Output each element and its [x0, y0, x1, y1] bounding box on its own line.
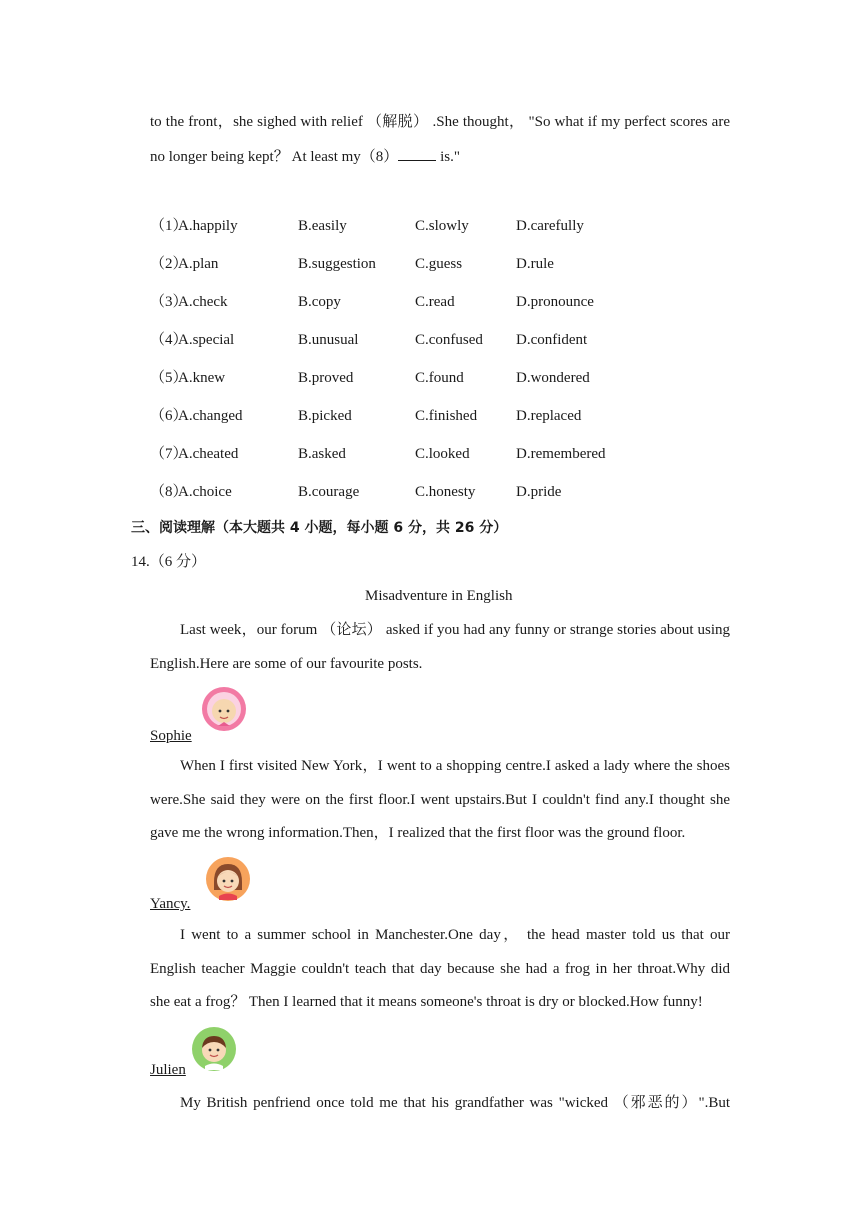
option-d: D.pride [516, 484, 562, 500]
question-label: 14.（6 分） [131, 554, 207, 570]
passage-text: no longer being kept？ At least my（8） [150, 149, 399, 165]
option-b: B.asked [298, 446, 346, 462]
option-a: A.choice [178, 484, 232, 500]
option-a: A.knew [178, 370, 226, 386]
option-number: （6） [150, 408, 188, 424]
option-c: C.read [415, 294, 455, 310]
girl-pink-hood-icon [201, 686, 247, 732]
option-b: B.copy [298, 294, 341, 310]
option-b: B.proved [298, 370, 354, 386]
option-a: A.changed [178, 408, 243, 424]
option-a: A.special [178, 332, 235, 348]
option-d: D.pronounce [516, 294, 594, 310]
poster-name-yancy: Yancy. [150, 896, 191, 912]
option-d: D.remembered [516, 446, 606, 462]
option-number: （2） [150, 256, 188, 272]
post-line: When I first visited New York，I went to a shopping centre.I asked a lady where the shoes [180, 758, 730, 774]
option-number: （7） [150, 446, 188, 462]
option-c: C.slowly [415, 218, 469, 234]
post-line: English teacher Maggie couldn't teach that day because she had a frog in her throat.Why did [150, 961, 730, 977]
passage-line: Last week，our forum （论坛） asked if you had any funny or strange stories about using [180, 622, 730, 638]
option-c: C.guess [415, 256, 463, 272]
boy-green-circle-icon [191, 1026, 237, 1072]
passage-title: Misadventure in English [365, 588, 513, 604]
passage-text: is." [436, 149, 460, 165]
option-b: B.suggestion [298, 256, 376, 272]
option-a: A.happily [178, 218, 238, 234]
option-d: D.carefully [516, 218, 584, 234]
passage-line: English.Here are some of our favourite posts. [150, 656, 423, 672]
poster-name-julien: Julien [150, 1062, 186, 1078]
option-number: （5） [150, 370, 188, 386]
option-b: B.picked [298, 408, 352, 424]
option-b: B.easily [298, 218, 347, 234]
post-line: she eat a frog？ Then I learned that it means someone's throat is dry or blocked.How funny! [150, 994, 703, 1010]
post-line: were.She said they were on the first floor.I went upstairs.But I couldn't find any.I thought she [150, 792, 730, 808]
post-line: I went to a summer school in Manchester.One day， the head master told us that our [180, 927, 730, 943]
option-c: C.finished [415, 408, 478, 424]
option-c: C.found [415, 370, 464, 386]
option-number: （3） [150, 294, 188, 310]
option-c: C.honesty [415, 484, 476, 500]
option-d: D.replaced [516, 408, 582, 424]
option-c: C.confused [415, 332, 483, 348]
passage-line [150, 146, 460, 167]
option-a: A.plan [178, 256, 219, 272]
option-d: D.rule [516, 256, 554, 272]
option-a: A.cheated [178, 446, 239, 462]
post-line: My British penfriend once told me that his grandfather was "wicked （邪恶的）".But [180, 1095, 730, 1111]
option-number: （8） [150, 484, 188, 500]
girl-brown-hair-icon [205, 856, 251, 902]
option-b: B.unusual [298, 332, 359, 348]
option-d: D.wondered [516, 370, 590, 386]
option-number: （1） [150, 218, 188, 234]
section-heading: 三、阅读理解（本大题共 4 小题，每小题 6 分，共 26 分） [131, 520, 508, 536]
option-b: B.courage [298, 484, 360, 500]
option-c: C.looked [415, 446, 470, 462]
option-number: （4） [150, 332, 188, 348]
poster-name-sophie: Sophie [150, 728, 192, 744]
passage-line: to the front，she sighed with relief （解脱） .She thought， "So what if my perfect scores are [150, 114, 730, 130]
option-a: A.check [178, 294, 228, 310]
post-line: gave me the wrong information.Then，I realized that the first floor was the ground floor. [150, 825, 686, 841]
answer-blank [398, 146, 436, 161]
option-d: D.confident [516, 332, 588, 348]
